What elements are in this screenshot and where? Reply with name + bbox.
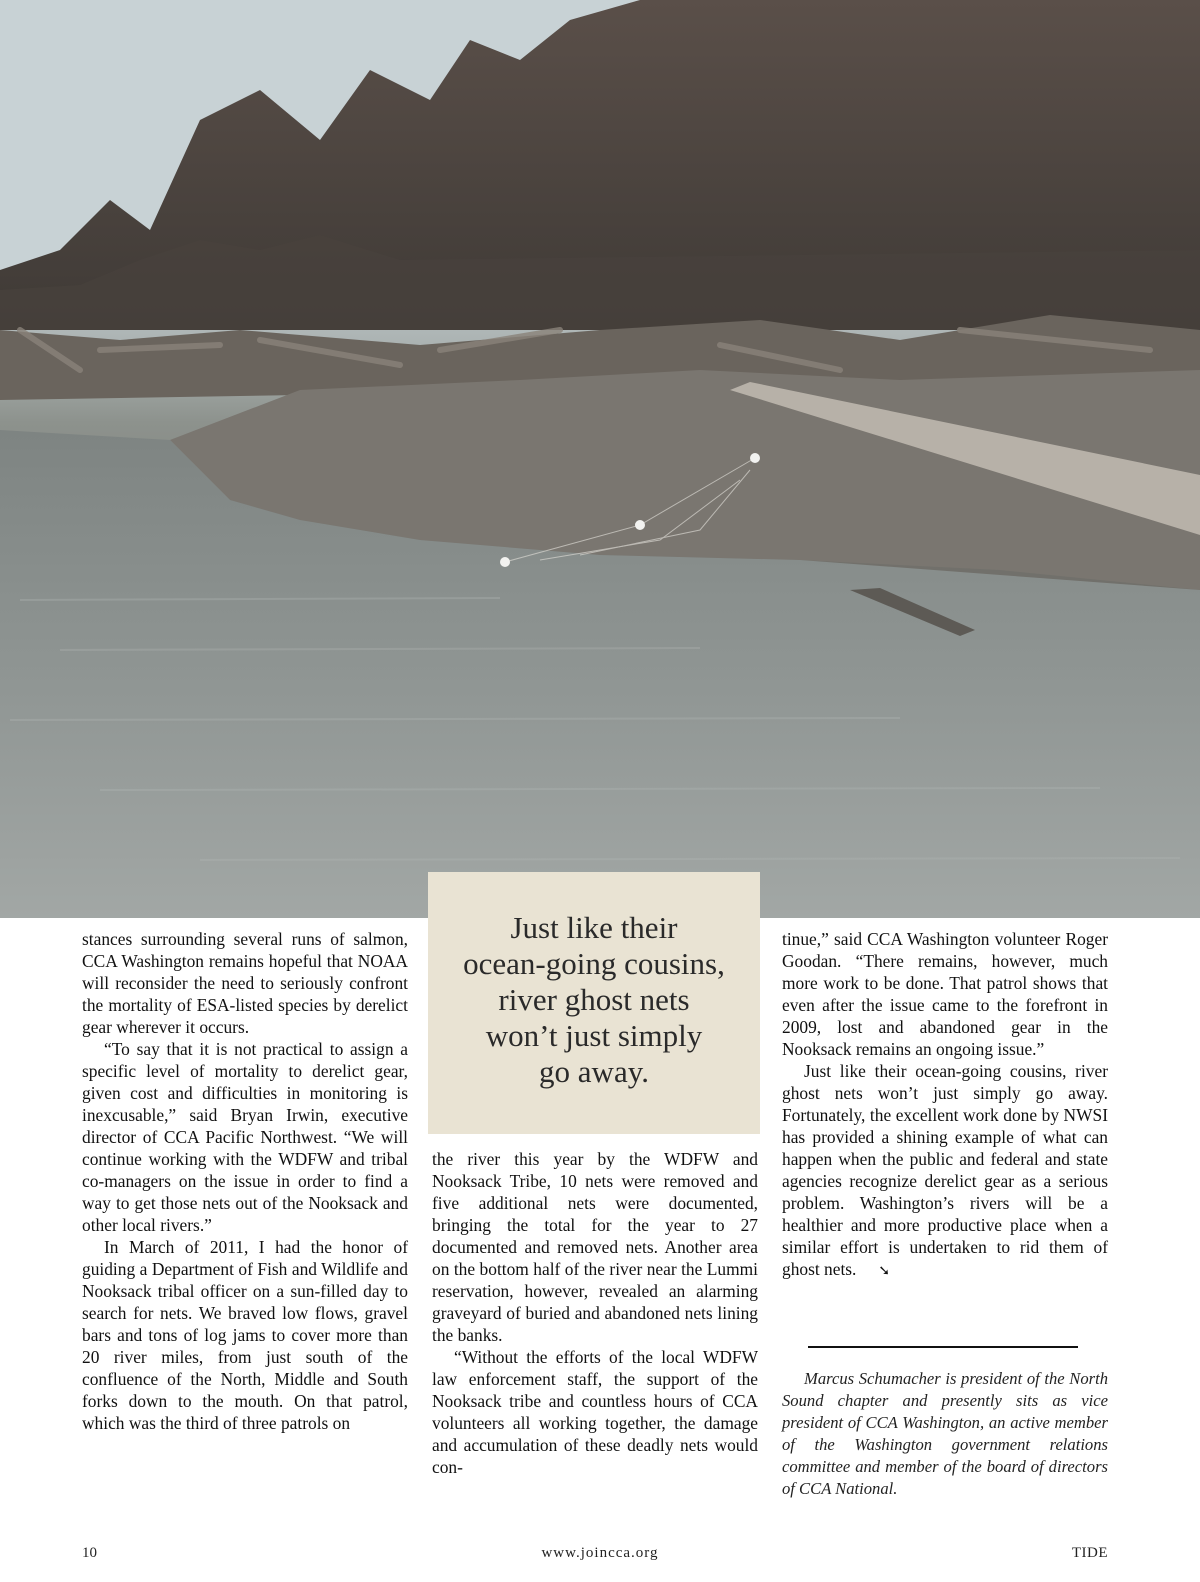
article-column-2 <box>432 1148 758 1478</box>
paragraph <box>782 1060 1108 1283</box>
bio-divider <box>808 1346 1078 1348</box>
paragraph: tinue,” said CCA Washington volunteer Roger Goodan. “There remains, however, much more work to be done. That patrol shows that even after the issue came to the forefront in 2009, lost and abandoned gear in the Nooksack remains an ongoing issue.” <box>782 929 1108 1059</box>
paragraph: stances surrounding several runs of salmon, CCA Washington remains hopeful that NOAA will reconsider the need to seriously confront the mortality of ESA-listed species by derelict gear wherever it occurs. <box>82 929 408 1037</box>
pull-quote-line: ocean-going cousins, <box>463 946 725 981</box>
article-column-3 <box>782 928 1108 1283</box>
article-column-1 <box>82 928 408 1434</box>
pull-quote-line: go away. <box>539 1054 649 1089</box>
paragraph: “Without the efforts of the local WDFW law enforcement staff, the support of the Nooksack tribe and countless hours of CCA volunteers all working together, the damage and accumulation of these deadly nets would con- <box>432 1347 758 1477</box>
author-bio-text: Marcus Schumacher is president of the North Sound chapter and presently sits as vice president of CCA Washington, an active member of the Washington government relations committee and member of the board of directors of CCA National. <box>782 1369 1108 1498</box>
paragraph: In March of 2011, I had the honor of guiding a Department of Fish and Wildlife and Nooksack tribal officer on a sun-filled day to search for nets. We braved low flows, gravel bars and tons of log jams to cover more than 20 river miles, from just south of the confluence of the North, Middle and South forks down to the mouth. On that patrol, which was the third of three patrols on <box>82 1237 408 1433</box>
paragraph: “To say that it is not practical to assign a specific level of mortality to derelict gear, given cost and difficulties in monitoring is inexcusable,” said Bryan Irwin, executive director of CCA Pacific Northwest. “We will continue working with the WDFW and tribal co-managers on the issue in order to find a way to get those nets out of the Nooksack and other local rivers.” <box>82 1039 408 1235</box>
pull-quote-line: Just like their <box>510 910 678 945</box>
pull-quote-line: river ghost nets <box>498 982 690 1017</box>
pull-quote <box>428 872 760 1134</box>
paragraph: the river this year by the WDFW and Nooksack Tribe, 10 nets were removed and five additional nets were documented, bringing the total for the year to 27 documented and removed nets. Another area on the bottom half of the river near the Lummi reservation, however, revealed an alarming graveyard of buried and abandoned nets lining the banks. <box>432 1149 758 1345</box>
page-number: 10 <box>82 1545 97 1561</box>
magazine-name: TIDE <box>1071 1545 1108 1561</box>
end-of-article-icon: ➘ <box>878 1264 891 1279</box>
paragraph-text: Just like their ocean-going cousins, river ghost nets won’t just simply go away. Fortunately, the excellent work done by NWSI has provided a shining example of what can happen when the public and federal and state agencies recognize derelict gear as a serious problem. Washington’s rivers will be a healthier and more productive place when a similar effort is undertaken to rid them of ghost nets. <box>782 1061 1108 1279</box>
author-bio <box>782 1368 1108 1500</box>
pull-quote-line: won’t just simply <box>485 1018 703 1053</box>
footer-url[interactable]: www.joincca.org <box>541 1545 659 1561</box>
